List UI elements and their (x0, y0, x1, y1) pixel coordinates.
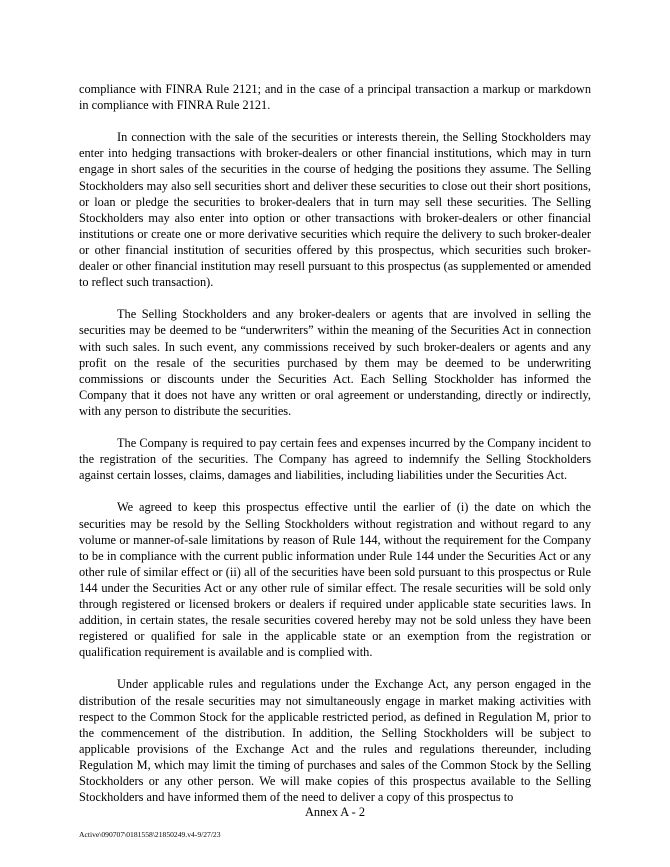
paragraph-hedging-transactions: In connection with the sale of the securities or interests therein, the Selling Stockholders may enter into hedging transactions with broker-dealers or other financial institutions, which may in turn engage in short sales of the securities in the course of hedging the positions they assume. The Selling Stockholders may also sell securities short and deliver these securities to close out their short positions, or loan or pledge the securities to broker-dealers that in turn may sell these securities. The Selling Stockholders may also enter into option or other transactions with broker-dealers or other financial institutions or create one or more derivative securities which require the delivery to such broker-dealer or other financial institution of securities offered by this prospectus, which securities such broker-dealer or other financial institution may resell pursuant to this prospectus (as supplemented or amended to reflect such transaction). (79, 130, 591, 290)
paragraph-prospectus-effective: We agreed to keep this prospectus effective until the earlier of (i) the date on which the securities may be resold by the Selling Stockholders without registration and without regard to any volume or manner-of-sale limitations by reason of Rule 144, without the requirement for the Company to be in compliance with the current public information under Rule 144 under the Securities Act or any other rule of similar effect or (ii) all of the securities have been sold pursuant to this prospectus or Rule 144 under the Securities Act or any other rule of similar effect. The resale securities will be sold only through registered or licensed brokers or dealers if required under applicable state securities laws. In addition, in certain states, the resale securities covered hereby may not be sold unless they have been registered or qualified for sale in the applicable state or an exemption from the registration or qualification requirement is available and is complied with. (79, 500, 591, 660)
paragraph-exchange-act: Under applicable rules and regulations under the Exchange Act, any person engaged in the distribution of the resale securities may not simultaneously engage in market making activities with respect to the Common Stock for the applicable restricted period, as defined in Regulation M, prior to the commencement of the distribution. In addition, the Selling Stockholders will be subject to applicable provisions of the Exchange Act and the rules and regulations thereunder, including Regulation M, which may limit the timing of purchases and sales of the Common Stock by the Selling Stockholders or any other person. We will make copies of this prospectus available to the Selling Stockholders and have informed them of the need to deliver a copy of this prospectus to (79, 677, 591, 805)
document-body (79, 81, 591, 805)
paragraph-continuation: compliance with FINRA Rule 2121; and in the case of a principal transaction a markup or markdown in compliance with FINRA Rule 2121. (79, 82, 591, 113)
page-number-label: Annex A - 2 (304, 805, 365, 819)
paragraph-underwriters: The Selling Stockholders and any broker-dealers or agents that are involved in selling the securities may be deemed to be “underwriters” within the meaning of the Securities Act in connection with such sales. In such event, any commissions received by such broker-dealers or agents and any profit on the resale of the securities purchased by them may be deemed to be underwriting commissions or discounts under the Securities Act. Each Selling Stockholder has informed the Company that it does not have any written or oral agreement or understanding, directly or indirectly, with any person to distribute the securities. (79, 307, 591, 418)
paragraph-fees-indemnify: The Company is required to pay certain fees and expenses incurred by the Company incident to the registration of the securities. The Company has agreed to indemnify the Selling Stockholders against certain losses, claims, damages and liabilities, including liabilities under the Securities Act. (79, 436, 591, 483)
document-id: Active\090707\0181558\21850249.v4-9/27/23 (79, 830, 221, 839)
